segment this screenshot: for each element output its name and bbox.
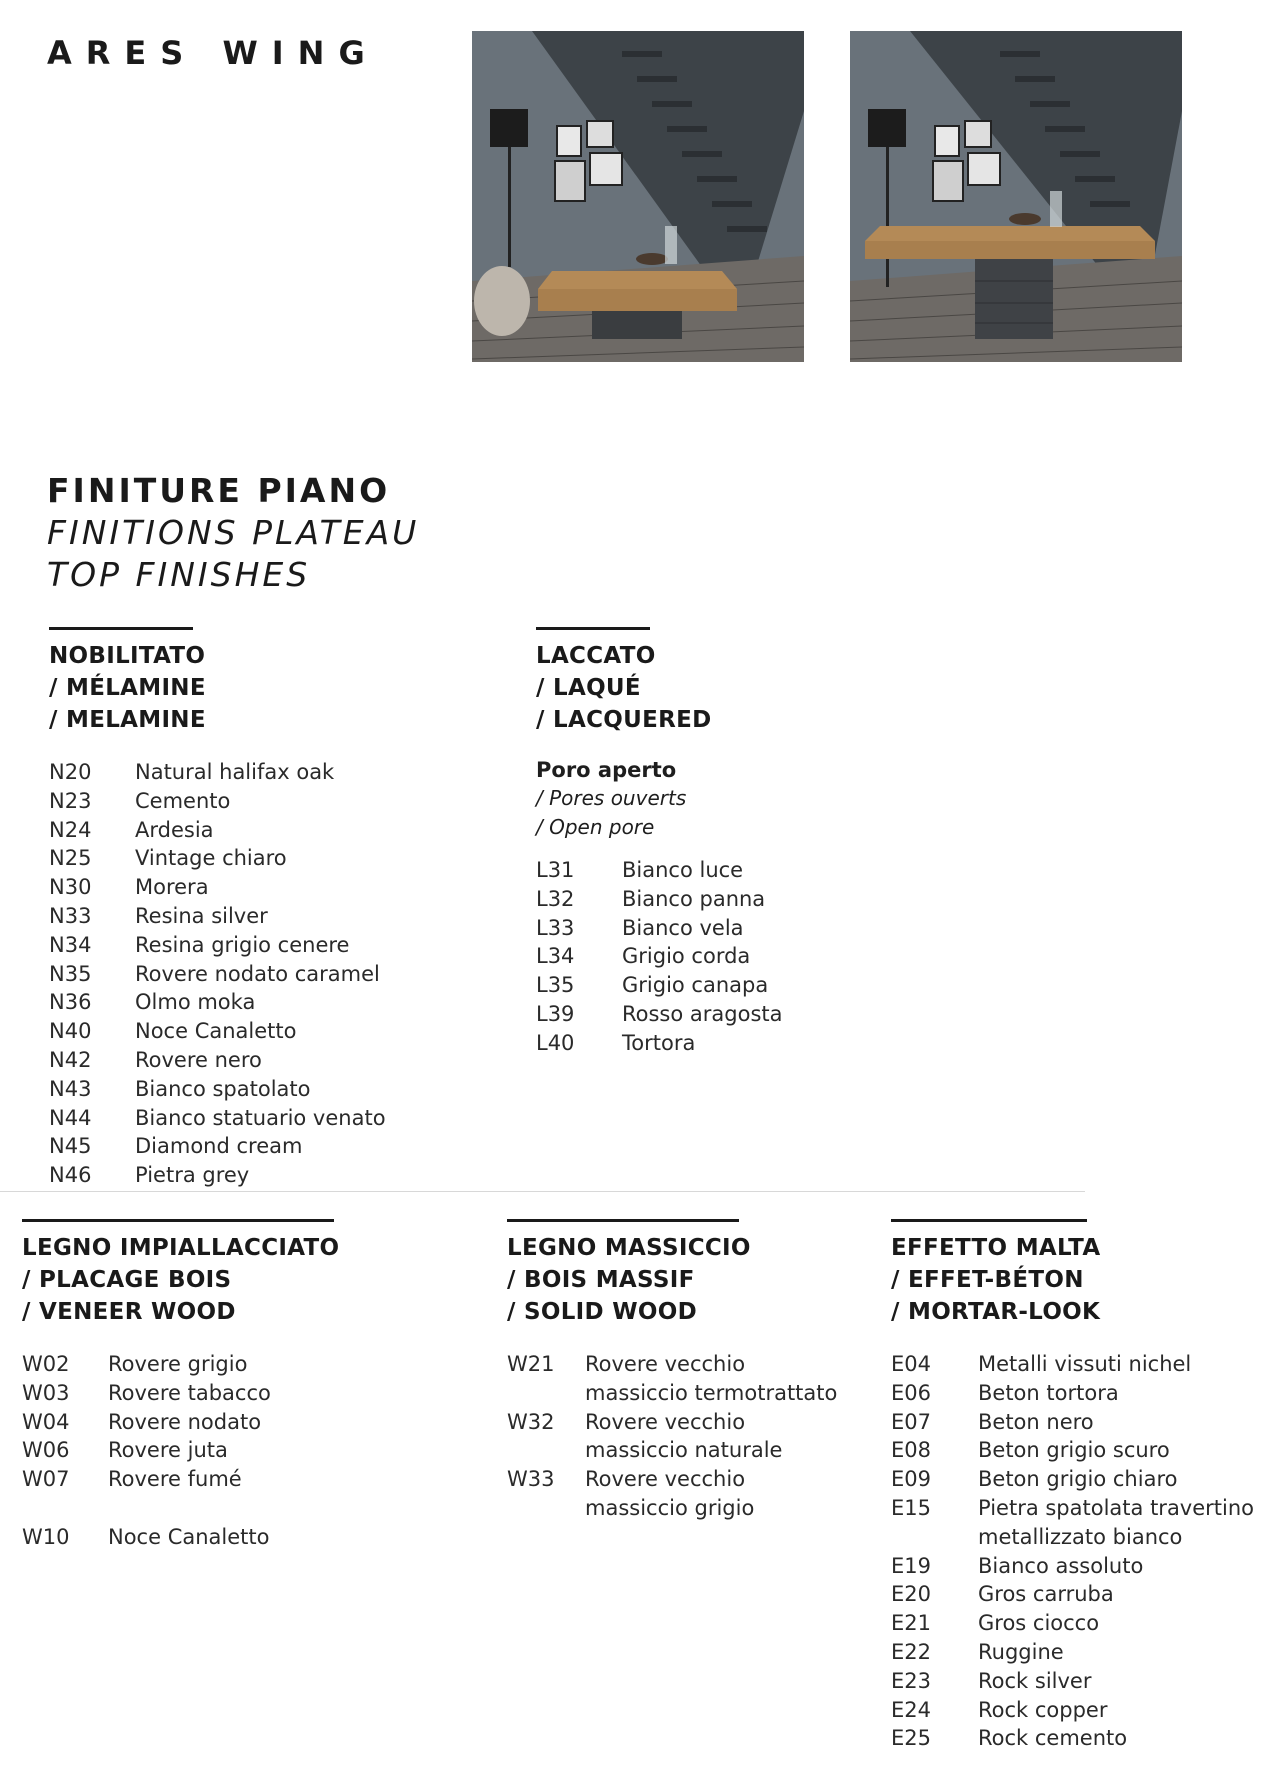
finish-name: Bianco luce [622, 858, 744, 882]
finish-item [22, 1408, 339, 1437]
finish-name: Resina silver [135, 903, 268, 928]
finish-code: W02 [22, 1352, 70, 1376]
finish-item [891, 1638, 1254, 1667]
finish-name: massiccio termotrattato [585, 1380, 838, 1405]
solid-wood-finishes [507, 1219, 837, 1523]
room-scene-illustration [472, 31, 804, 362]
finish-name: Bianco panna [622, 886, 766, 911]
finish-code: W04 [22, 1409, 70, 1434]
finish-name: Rock cemento [978, 1726, 1128, 1751]
finish-code: L34 [536, 944, 575, 969]
finish-name: Cemento [135, 788, 231, 813]
heading-rule [507, 1219, 739, 1222]
finish-item [49, 873, 386, 902]
finish-name: Resina grigio cenere [135, 932, 350, 957]
finish-code: L31 [536, 858, 575, 882]
heading-rule [536, 627, 650, 630]
veneer-wood-finishes [22, 1219, 339, 1552]
finish-code: N34 [49, 932, 92, 957]
finish-item [49, 758, 386, 787]
finish-item [49, 1161, 386, 1190]
finish-item [507, 1379, 837, 1408]
finish-code: E23 [891, 1668, 931, 1693]
finish-code [507, 1494, 585, 1523]
product-photo-lowered [472, 31, 804, 362]
finish-name: Rovere nodato [108, 1409, 262, 1434]
finish-item [536, 914, 783, 943]
finish-name: Rosso aragosta [622, 1001, 783, 1026]
finish-item [49, 1046, 386, 1075]
finish-item [22, 1465, 339, 1494]
finish-item [49, 1075, 386, 1104]
finish-item [49, 1017, 386, 1046]
finish-name: Rovere nero [135, 1047, 262, 1072]
finishes-section-title [47, 470, 419, 596]
finish-name: Gros carruba [978, 1582, 1114, 1607]
finish-item [22, 1350, 339, 1379]
finish-code: L33 [536, 915, 575, 940]
finish-code: L39 [536, 1001, 575, 1026]
finish-code: W32 [507, 1409, 555, 1434]
finish-code: N30 [49, 875, 92, 900]
finish-name: Rovere fumé [108, 1467, 242, 1492]
finish-name: Tortora [622, 1030, 696, 1055]
finish-name: Metalli vissuti nichel [978, 1352, 1192, 1376]
finish-code: W06 [22, 1438, 70, 1463]
veneer-heading: LEGNO IMPIALLACCIATO / PLACAGE BOIS / VENEER WOOD [22, 1235, 340, 1325]
finish-name: Rovere tabacco [108, 1380, 271, 1405]
finish-name: Rovere vecchio [585, 1409, 746, 1434]
finish-code: N44 [49, 1105, 92, 1130]
finish-code: E15 [891, 1495, 931, 1520]
finish-name: Ruggine [978, 1639, 1064, 1664]
finish-name: metallizzato bianco [978, 1524, 1183, 1549]
finish-item [891, 1494, 1254, 1523]
finish-item [22, 1523, 339, 1552]
finish-code: E21 [891, 1611, 931, 1636]
finish-item [22, 1379, 339, 1408]
finish-item [49, 844, 386, 873]
finish-name: Grigio canapa [622, 973, 769, 998]
finish-code: E19 [891, 1553, 931, 1578]
finish-name: Ardesia [135, 817, 214, 842]
finish-name: Beton grigio chiaro [978, 1467, 1178, 1492]
finish-code: N25 [49, 846, 92, 871]
finish-item [49, 787, 386, 816]
finish-name: Vintage chiaro [135, 846, 287, 871]
finish-item [891, 1667, 1254, 1696]
finish-item [49, 1132, 386, 1161]
finish-name: Noce Canaletto [135, 1019, 297, 1044]
finish-code: N42 [49, 1047, 92, 1072]
finish-code: W10 [22, 1524, 70, 1549]
product-photo-raised [850, 31, 1182, 362]
finish-name: Olmo moka [135, 990, 256, 1015]
finish-item [891, 1609, 1254, 1638]
finish-item [891, 1350, 1254, 1379]
solid-heading: LEGNO MASSICCIO / BOIS MASSIF / SOLID WOOD [507, 1235, 751, 1325]
finish-code: N45 [49, 1134, 92, 1159]
finish-item [536, 885, 783, 914]
veneer-list [22, 1350, 339, 1552]
finish-name: massiccio naturale [585, 1438, 783, 1463]
finish-name: Gros ciocco [978, 1611, 1100, 1636]
finish-item [536, 1000, 783, 1029]
finish-code: N35 [49, 961, 92, 986]
finish-name: Bianco assoluto [978, 1553, 1144, 1578]
finish-item [891, 1724, 1254, 1753]
finish-name: Natural halifax oak [135, 760, 335, 784]
finish-code: E06 [891, 1380, 931, 1405]
finish-item [891, 1696, 1254, 1725]
finish-code: N20 [49, 760, 92, 784]
finish-item [891, 1580, 1254, 1609]
open-pore-subheading: Poro aperto / Pores ouverts / Open pore [536, 758, 687, 839]
finish-item [49, 988, 386, 1017]
finish-item [891, 1523, 1254, 1552]
page-title: ARES WING [47, 34, 379, 72]
finish-code: E04 [891, 1352, 931, 1376]
finish-code: E07 [891, 1409, 931, 1434]
finish-code: E24 [891, 1697, 931, 1722]
finish-name: Rock silver [978, 1668, 1092, 1693]
finish-item [891, 1465, 1254, 1494]
heading-rule [891, 1219, 1087, 1222]
finish-name: Grigio corda [622, 944, 751, 969]
finish-item [536, 856, 783, 885]
room-scene-illustration [850, 31, 1182, 362]
finish-name: Bianco vela [622, 915, 744, 940]
finishes-title-it: FINITURE PIANO [47, 471, 391, 510]
finish-code [507, 1379, 585, 1408]
finish-code: N24 [49, 817, 92, 842]
finish-item [507, 1436, 837, 1465]
finish-name: Bianco statuario venato [135, 1105, 386, 1130]
finish-name: Rovere nodato caramel [135, 961, 380, 986]
mortar-heading: EFFETTO MALTA / EFFET-BÉTON / MORTAR-LOOK [891, 1235, 1101, 1325]
finish-item [49, 902, 386, 931]
finish-item [49, 816, 386, 845]
finish-code: E22 [891, 1639, 931, 1664]
finishes-title-fr: FINITIONS PLATEAU [47, 513, 420, 552]
finish-name: Diamond cream [135, 1134, 303, 1159]
finish-name: massiccio grigio [585, 1495, 755, 1520]
finish-code: N33 [49, 903, 92, 928]
finish-code: W07 [22, 1467, 70, 1492]
finish-item [22, 1436, 339, 1465]
finish-item [49, 1104, 386, 1133]
finishes-title-en: TOP FINISHES [47, 555, 311, 594]
finish-code: E08 [891, 1438, 931, 1463]
finish-item [536, 1029, 783, 1058]
finish-code: L35 [536, 973, 575, 998]
finish-code: N36 [49, 990, 92, 1015]
finish-item [507, 1465, 837, 1494]
finish-code: W33 [507, 1467, 555, 1492]
finish-item [891, 1552, 1254, 1581]
finish-item [49, 960, 386, 989]
finish-code [507, 1436, 585, 1465]
finish-item [891, 1379, 1254, 1408]
finish-item [49, 931, 386, 960]
finish-code: W21 [507, 1352, 555, 1376]
finish-code: L40 [536, 1030, 575, 1055]
finish-item [891, 1408, 1254, 1437]
finish-code [891, 1523, 978, 1552]
finish-code: L32 [536, 886, 575, 911]
finish-code: N43 [49, 1076, 92, 1101]
melamine-finishes [49, 627, 386, 1190]
finish-item [891, 1436, 1254, 1465]
finish-name: Pietra grey [135, 1163, 250, 1188]
mortar-look-finishes [891, 1219, 1254, 1753]
finish-code: E20 [891, 1582, 931, 1607]
finish-item [507, 1350, 837, 1379]
finish-code: E09 [891, 1467, 931, 1492]
finish-name: Beton tortora [978, 1380, 1119, 1405]
finish-name: Rovere vecchio [585, 1467, 746, 1492]
lacquered-finishes [536, 627, 783, 1058]
heading-rule [49, 627, 193, 630]
finish-name: Pietra spatolata travertino [978, 1495, 1255, 1520]
finish-name: Beton grigio scuro [978, 1438, 1170, 1463]
finish-item [507, 1408, 837, 1437]
finish-code: W03 [22, 1380, 70, 1405]
finish-code: E25 [891, 1726, 931, 1751]
lacquered-heading: LACCATO / LAQUÉ / LACQUERED [536, 643, 712, 733]
finish-name: Bianco spatolato [135, 1076, 311, 1101]
finish-name: Noce Canaletto [108, 1524, 270, 1549]
finish-name: Rovere vecchio [585, 1352, 746, 1376]
finish-code: N46 [49, 1163, 92, 1188]
mortar-list [891, 1350, 1254, 1753]
finish-name: Rock copper [978, 1697, 1108, 1722]
heading-rule [22, 1219, 334, 1222]
finish-item [507, 1494, 837, 1523]
finish-name: Rovere juta [108, 1438, 228, 1463]
melamine-heading: NOBILITATO / MÉLAMINE / MELAMINE [49, 643, 206, 733]
finish-code: N23 [49, 788, 92, 813]
finish-item [536, 942, 783, 971]
finish-name: Beton nero [978, 1409, 1094, 1434]
section-divider [0, 1191, 1085, 1192]
solid-list [507, 1350, 837, 1523]
finish-name: Rovere grigio [108, 1352, 248, 1376]
finish-code: N40 [49, 1019, 92, 1044]
melamine-list [49, 758, 386, 1190]
lacquered-list [536, 856, 783, 1058]
finish-item [536, 971, 783, 1000]
finish-name: Morera [135, 875, 209, 900]
